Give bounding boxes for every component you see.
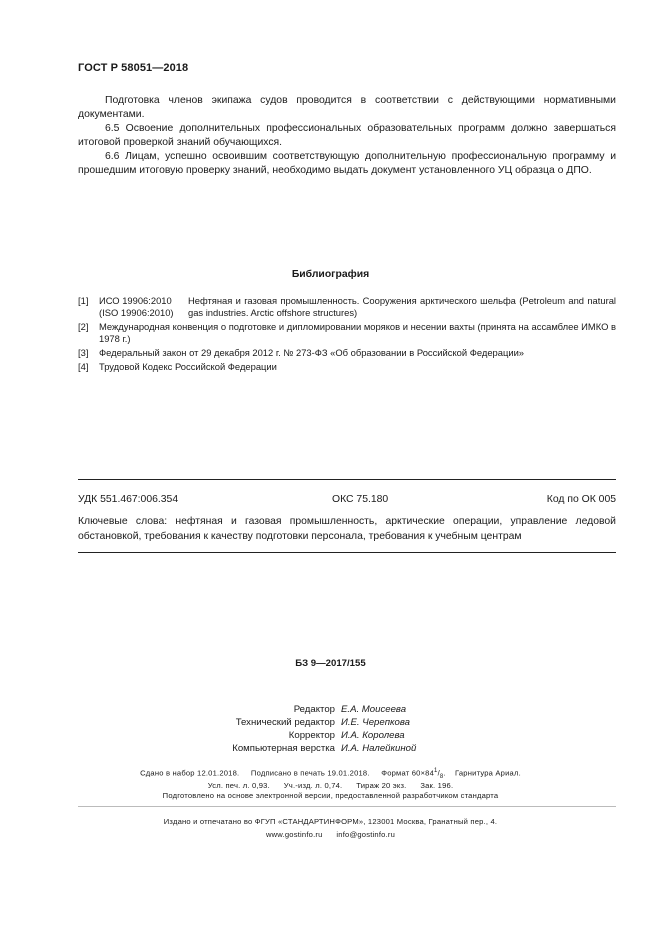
bottom-divider xyxy=(78,552,616,553)
imprint-divider xyxy=(78,806,616,807)
imprint-signed: Подписано в печать 19.01.2018. xyxy=(250,768,370,778)
imprint-run: Тираж 20 экз. xyxy=(356,781,407,790)
bibliography-entry-number: [4] xyxy=(78,361,89,372)
standard-number: ГОСТ Р 58051—2018 xyxy=(78,62,189,74)
bibliography-entry-4 xyxy=(78,361,616,373)
imprint-line-1: Сдано в набор 12.01.2018. Подписано в печать 19.01.2018. Формат $60\times 84^1/_8$. Гарнитура Ариал. xyxy=(140,768,521,781)
staff-name: И.Е. Черепкова xyxy=(341,717,411,728)
bibliography-entry-2 xyxy=(78,321,616,345)
paragraph-crew-training: Подготовка членов экипажа судов проводится в соответствии с действующими нормативными документами. xyxy=(78,95,616,120)
bibliography-entry-number: [1] xyxy=(78,295,89,306)
imprint-publisher xyxy=(0,817,661,826)
paragraph-6-6: 6.6 Лицам, успешно освоившим соответствующую дополнительную профессиональную программу и прошедшим итоговую проверку знаний, необходимо выдать документ установленного УЦ образца о ДПО. xyxy=(78,151,616,176)
staff-role: Компьютерная верстка xyxy=(232,743,335,754)
bibliography-entry-1 xyxy=(78,295,616,319)
imprint-pub-sheets: Уч.-изд. л. 0,74. xyxy=(283,781,343,790)
bibliography-entry-source-en: (ISO 19906:2010) xyxy=(99,307,174,318)
imprint-prepared xyxy=(0,791,661,800)
imprint-sent: Сдано в набор 12.01.2018. xyxy=(140,768,240,778)
bibliography-entry-text: Международная конвенция о подготовке и дипломировании моряков и несении вахты (принята на ассамблее ИМКО в 1978 г.) xyxy=(99,321,616,344)
imprint-prepared-text: Подготовлено на основе электронной версии, предоставленной разработчиком стандарта xyxy=(162,791,499,800)
imprint-line-2 xyxy=(0,781,661,790)
bibliography-entry-source: ИСО 19906:2010 xyxy=(99,295,172,306)
email-link[interactable]: info@gostinfo.ru xyxy=(336,830,396,839)
staff-name: И.А. Налейкиной xyxy=(341,743,417,754)
bibliography-title: Библиография xyxy=(291,269,370,280)
paragraph-6-5: 6.5 Освоение дополнительных профессиональных образовательных программ должно завершаться итоговой проверкой знаний обучающихся. xyxy=(78,123,616,148)
bz-number: БЗ 9—2017/155 xyxy=(295,658,366,669)
imprint-format: Формат 60×84 xyxy=(381,768,435,778)
top-divider xyxy=(78,479,616,480)
imprint-font: Гарнитура Ариал. xyxy=(455,768,521,778)
imprint-order: Зак. 196. xyxy=(420,781,454,790)
staff-role: Технический редактор xyxy=(235,717,335,728)
bibliography-entry-number: [3] xyxy=(78,347,89,358)
bibliography-entry-text: Нефтяная и газовая промышленность. Сооружения арктического шельфа (Petroleum and natural gas industries. Arctic offshore structures) xyxy=(188,295,616,318)
staff-name: И.А. Королева xyxy=(341,730,405,741)
bibliography-entry-text: Федеральный закон от 29 декабря 2012 г. № 273-ФЗ «Об образовании в Российской Федерации» xyxy=(99,347,525,358)
bibliography-entry-text: Трудовой Кодекс Российской Федерации xyxy=(99,361,277,372)
ok-code: Код по ОК 005 xyxy=(546,494,616,505)
imprint-format-den: 8 xyxy=(439,774,444,781)
staff-role: Корректор xyxy=(288,730,335,741)
website-link[interactable]: www.gostinfo.ru xyxy=(265,830,323,839)
udc-code: УДК 551.467:006.354 xyxy=(78,494,179,505)
imprint-contacts xyxy=(0,830,661,839)
oks-code: ОКС 75.180 xyxy=(332,494,389,505)
imprint-publisher-text: Издано и отпечатано во ФГУП «СТАНДАРТИНФОРМ», 123001 Москва, Гранатный пер., 4. xyxy=(163,817,498,826)
staff-name: Е.А. Моисеева xyxy=(341,704,407,715)
imprint-format-num: 1 xyxy=(434,768,438,774)
staff-role: Редактор xyxy=(293,704,335,715)
keywords: Ключевые слова: нефтяная и газовая промышленность, арктические операции, управление ледовой обстановкой, требования к качеству подготовки персонала, требования к учебным центрам xyxy=(78,516,616,542)
bibliography-entry-number: [2] xyxy=(78,321,89,332)
imprint-print-sheets: Усл. печ. л. 0,93. xyxy=(207,781,270,790)
bibliography-entry-3 xyxy=(78,347,616,359)
